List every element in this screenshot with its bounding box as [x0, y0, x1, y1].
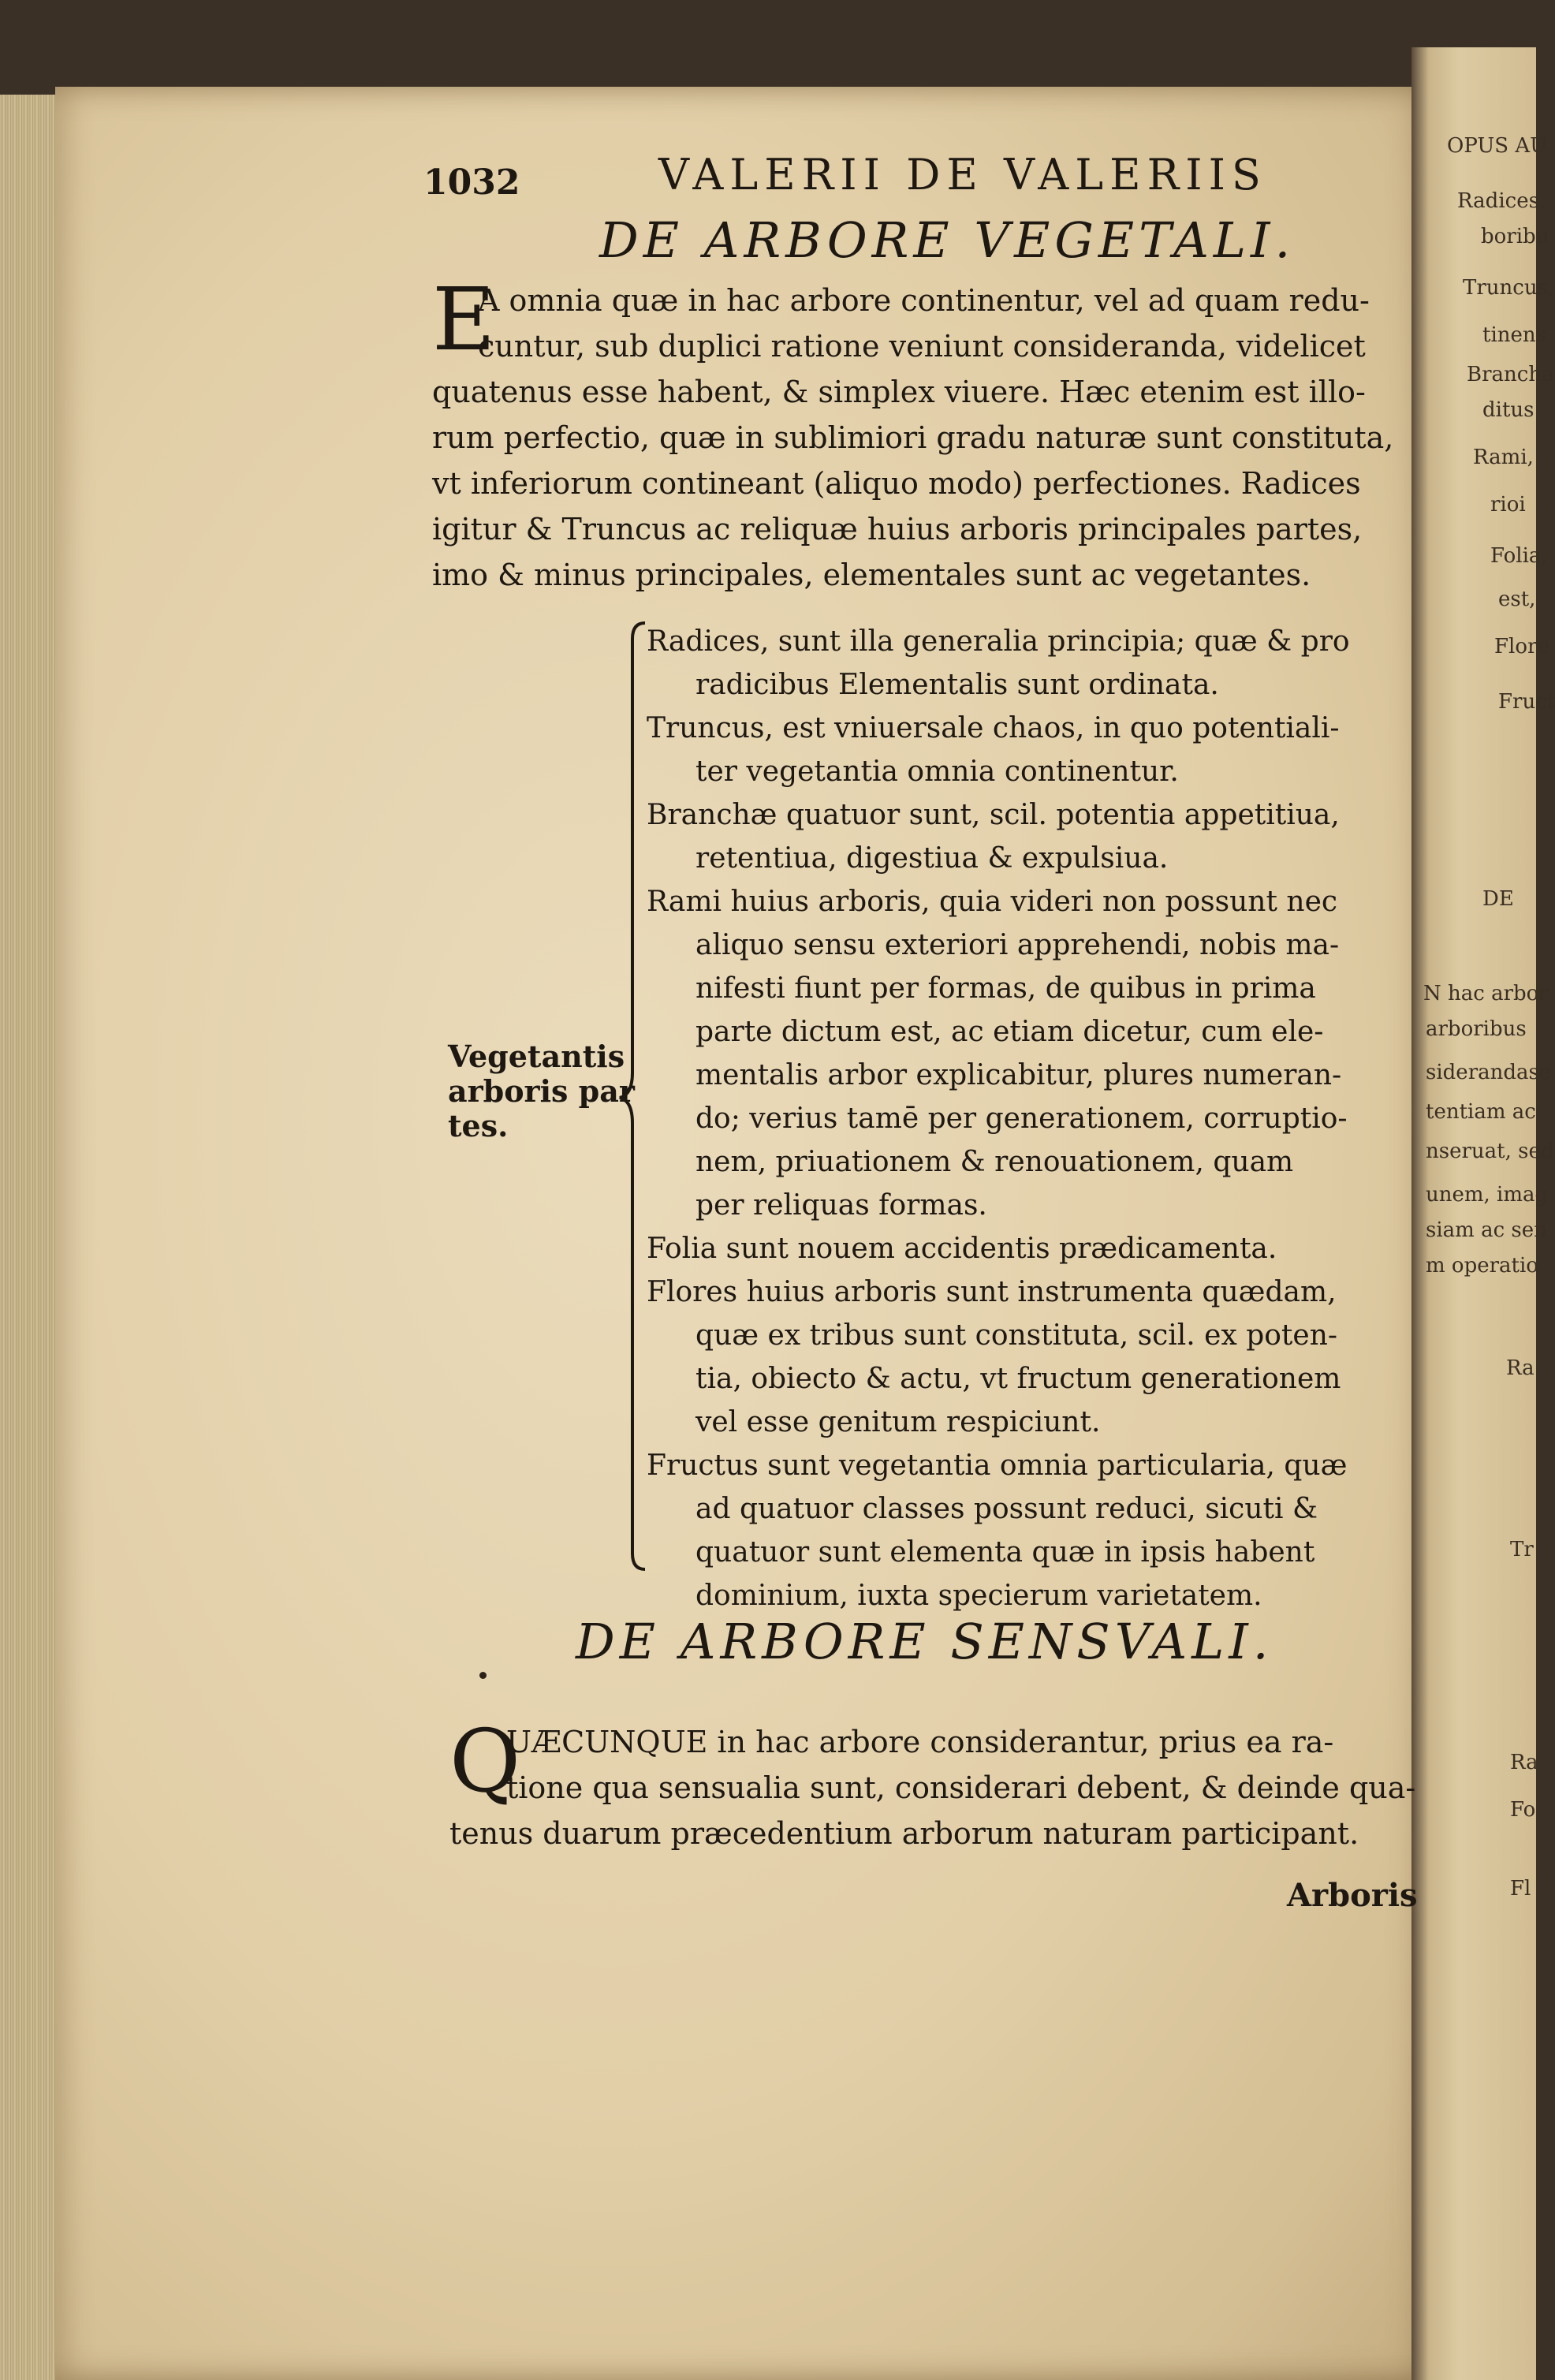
list-item-flores [647, 1270, 1423, 1444]
list-line: retentiua, digestiua & expulsiua. [695, 842, 1169, 875]
brace-label [448, 1039, 635, 1143]
facing-page-fragment: N hac arbor [1423, 982, 1549, 1005]
text-line: quatenus esse habent, & simplex viuere. Hæc etenim est illo- [432, 375, 1366, 409]
list-item-truncus [647, 707, 1423, 793]
facing-page-fragment: Tr [1510, 1538, 1534, 1561]
facing-page-fragment: arboribus [1426, 1017, 1527, 1041]
list-line: ad quatuor classes possunt reduci, sicuti & [695, 1493, 1318, 1525]
list-line: per reliquas formas. [695, 1189, 987, 1222]
list-line: ter vegetantia omnia continentur. [695, 755, 1179, 788]
facing-page-fragment: Radices, [1457, 189, 1546, 213]
list-line: nem, priuationem & renouationem, quam [695, 1146, 1294, 1178]
text-line: vt inferiorum contineant (aliquo modo) perfectiones. Radices [432, 466, 1361, 501]
facing-page-fragment: Ra [1510, 1751, 1538, 1774]
text-line: tenus duarum præcedentium arborum naturam participant. [449, 1816, 1359, 1851]
facing-page-fragment: boribu [1481, 225, 1549, 248]
list-line: parte dictum est, ac etiam dicetur, cum ele- [695, 1016, 1324, 1048]
list-item-folia [647, 1227, 1423, 1270]
facing-page [1411, 47, 1536, 2380]
list-item-rami [647, 880, 1423, 1227]
brace-label-line: Vegetantis [448, 1039, 625, 1074]
page-edges [0, 95, 63, 2380]
list-line: quatuor sunt elementa quæ in ipsis habent [695, 1536, 1315, 1569]
brace-label-line: arboris par [448, 1073, 635, 1109]
list-line: Truncus, est vniuersale chaos, in quo potentiali- [647, 712, 1340, 744]
facing-page-fragment: Ra [1506, 1356, 1534, 1380]
list-line: mentalis arbor explicabitur, plures numeran- [695, 1059, 1342, 1091]
facing-page-fragment: siam ac sen [1426, 1218, 1547, 1242]
list-item-fructus [647, 1444, 1423, 1617]
facing-page-fragment: Brancha [1467, 363, 1554, 386]
list-line: Branchæ quatuor sunt, scil. potentia appetitiua, [647, 799, 1340, 831]
list-line: Folia sunt nouem accidentis prædicamenta. [647, 1233, 1277, 1265]
facing-page-fragment: unem, imag [1426, 1183, 1549, 1207]
facing-page-fragment: tentiam ac [1426, 1100, 1536, 1124]
facing-page-fragment: Rami, [1473, 446, 1534, 469]
text-line: imo & minus principales, elementales sunt ac vegetantes. [432, 558, 1311, 592]
list-line: nifesti fiunt per formas, de quibus in prima [695, 972, 1316, 1005]
facing-page-fragment: DE [1482, 887, 1514, 911]
facing-page-fragment: rioi [1490, 493, 1526, 517]
section-heading-vegetali: DE ARBORE VEGETALI. [599, 211, 1296, 269]
facing-page-fragment: Folia, [1490, 544, 1548, 568]
parts-list [647, 620, 1423, 1617]
list-line: dominium, iuxta specierum varietatem. [695, 1580, 1262, 1612]
brace-label-line: tes. [448, 1108, 509, 1143]
paragraph-1 [432, 269, 1422, 598]
list-line: Fructus sunt vegetantia omnia particularia, quæ [647, 1449, 1348, 1482]
text-line: tione qua sensualia sunt, considerari debent, & deinde qua- [506, 1770, 1416, 1805]
facing-page-fragment: tinens [1482, 323, 1546, 347]
facing-page-fragment: siderandase [1426, 1061, 1552, 1084]
text-line: igitur & Truncus ac reliquæ huius arboris principales partes, [432, 512, 1363, 547]
page-number: 1032 [423, 162, 520, 203]
list-item-radices [647, 620, 1423, 707]
text-line: A omnia quæ in hac arbore continentur, vel ad quam redu- [478, 283, 1370, 318]
facing-page-fragment: nseruat, sed [1426, 1140, 1554, 1163]
list-line: do; verius tamē per generationem, corruptio- [695, 1102, 1348, 1135]
facing-page-fragment: Fo [1510, 1798, 1536, 1822]
list-line: tia, obiecto & actu, vt fructum generationem [695, 1363, 1341, 1395]
margin-mark [479, 1672, 487, 1679]
list-line: Rami huius arboris, quia videri non possunt nec [647, 886, 1338, 918]
section-heading-sensuali: DE ARBORE SENSVALI. [576, 1613, 1273, 1670]
running-title: VALERII DE VALERIIS [658, 150, 1267, 200]
facing-page-fragment: est, [1498, 588, 1536, 611]
list-item-branchae [647, 793, 1423, 880]
paragraph-2 [449, 1710, 1427, 1856]
text-line: rum perfectio, quæ in sublimiori gradu naturæ sunt constituta, [432, 420, 1394, 455]
drop-cap: E [432, 269, 496, 370]
list-line: Flores huius arboris sunt instrumenta quædam, [647, 1276, 1337, 1308]
facing-page-fragment: Fruct [1498, 690, 1555, 714]
drop-cap: Q [449, 1710, 521, 1811]
facing-page-fragment: Truncus, [1463, 276, 1555, 300]
facing-page-fragment: Flore [1494, 635, 1549, 658]
list-line: aliquo sensu exteriori apprehendi, nobis ma- [695, 929, 1340, 961]
text-line: cuntur, sub duplici ratione veniunt consideranda, videlicet [478, 329, 1366, 364]
list-line: Radices, sunt illa generalia principia; quæ & pro [647, 625, 1350, 658]
facing-page-fragment: Fl [1510, 1877, 1531, 1901]
list-line: vel esse genitum respiciunt. [695, 1406, 1101, 1438]
facing-page-fragment: m operatio [1426, 1254, 1538, 1278]
catchword: Arboris [1287, 1877, 1418, 1914]
list-line: radicibus Elementalis sunt ordinata. [695, 669, 1219, 701]
text-line: UÆCUNQUE in hac arbore considerantur, prius ea ra- [506, 1725, 1334, 1759]
facing-page-fragment: ditus [1482, 398, 1534, 422]
facing-page-fragment: OPUS AU [1447, 134, 1548, 158]
list-line: quæ ex tribus sunt constituta, scil. ex poten- [695, 1319, 1338, 1352]
